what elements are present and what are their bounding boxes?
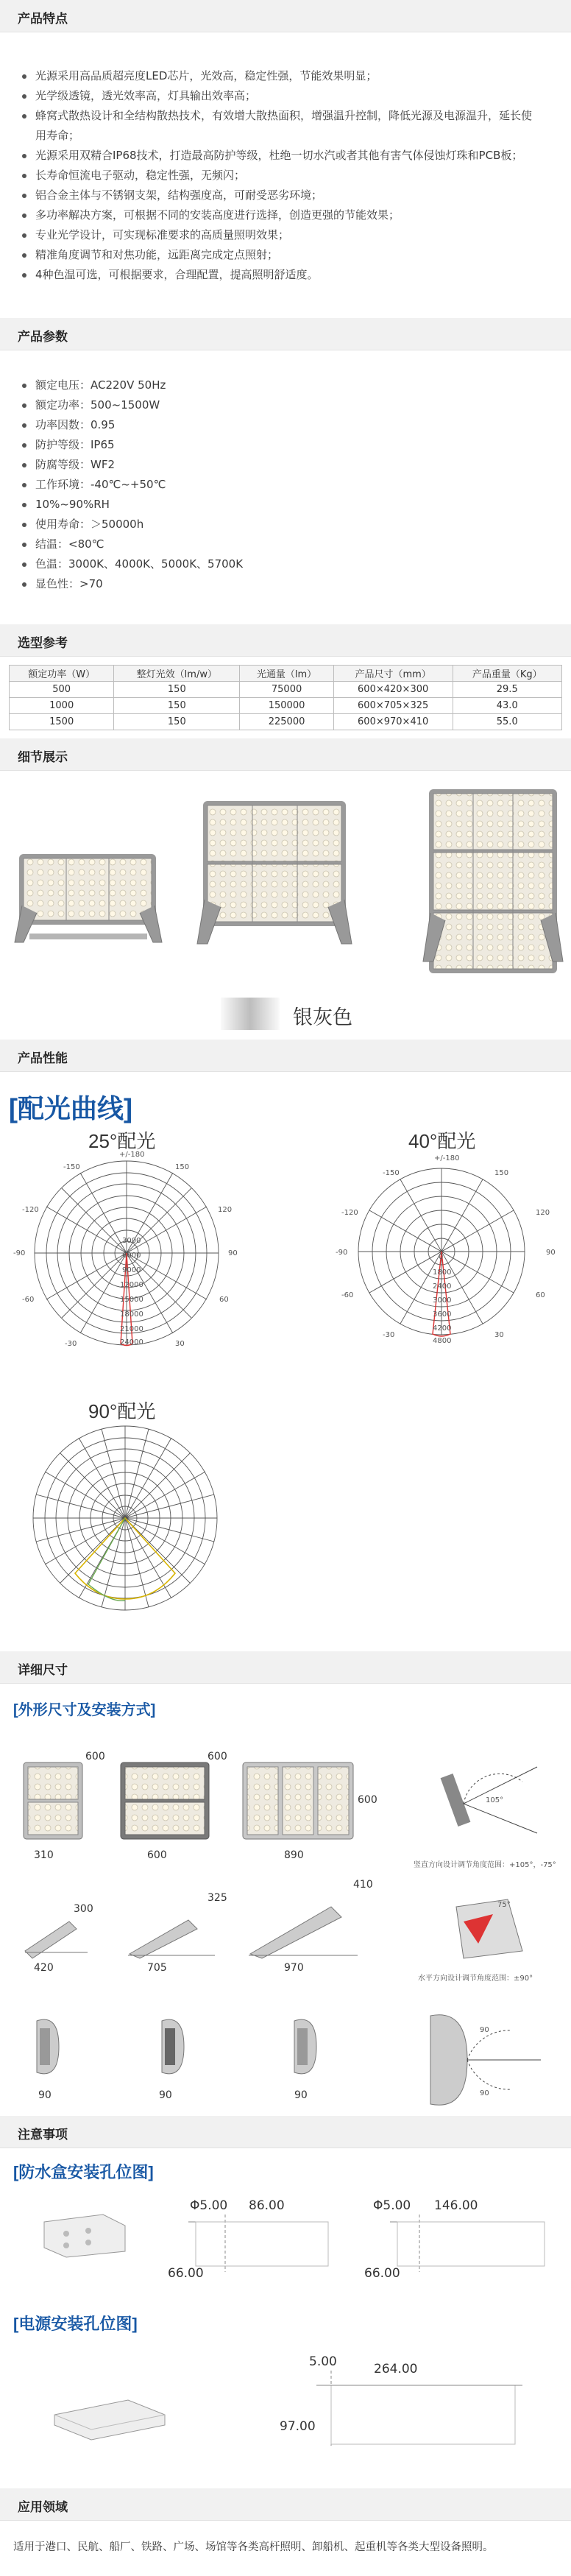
angle-label: -90 [13,1249,26,1257]
photometric-title: [配光曲线] [9,1093,132,1123]
list-item: 4种色温可选，可根据要求，合理配置，提高照明舒适度。 [21,265,532,285]
list-item: 额定电压：AC220V 50Hz [21,375,243,395]
table-cell: 29.5 [453,682,562,698]
section-title: 产品特点 [18,12,68,26]
angle-label: -60 [341,1291,354,1299]
list-item: 额定功率：500~1500W [21,395,243,415]
section-bar-dimensions [0,1651,571,1684]
list-item: 防护等级：IP65 [21,435,243,455]
table-header-row [10,666,562,682]
column-header: 产品重量（Kg） [453,666,562,682]
section-bar-performance [0,1040,571,1072]
table-cell: 500 [10,682,114,698]
angle-label: -150 [383,1169,400,1177]
tick-label: 15000 [120,1296,143,1304]
tick-label: 2400 [433,1282,452,1291]
table-cell: 150 [114,714,240,730]
section-title: 注意事项 [18,2128,68,2142]
dimension-title: [外形尺寸及安装方式] [13,1702,156,1718]
angle-label: 75° [497,1901,511,1909]
tick-label: 3000 [433,1296,452,1305]
table-cell: 600×970×410 [333,714,453,730]
table-cell: 1500 [10,714,114,730]
list-item: 使用寿命：＞50000h [21,515,243,534]
angle-label: 30 [494,1331,504,1339]
dim-label: 264.00 [374,2362,418,2376]
side-view-1000w [122,1910,218,1960]
bracket-view-500w [29,2014,81,2080]
list-item: 铝合金主体与不锈钢支架，结构强度高，可耐受恶劣环境； [21,186,532,205]
dim-label: 600 [208,1751,227,1762]
junction-box-image [37,2207,132,2259]
dim-label: 890 [284,1849,304,1861]
bracket-view-1500w [287,2014,338,2080]
angle-label: 60 [536,1291,545,1299]
table-row [10,714,562,730]
table-cell: 600×420×300 [333,682,453,698]
table-cell: 75000 [240,682,334,698]
horizontal-adjust-diagram [434,1892,545,1966]
list-item: 光源采用双精合IP68技术，打造最高防护等级，杜绝一切水汽或者其他有害气体侵蚀灯珠和PCB板； [21,146,532,166]
dim-label: 90 [38,2089,52,2101]
horizontal-range-note: 水平方向设计调节角度范围：±90° [418,1975,533,1983]
list-item: 光源采用高品质超亮度LED芯片，光效高，稳定性强，节能效果明显； [21,66,532,86]
bracket-view-1000w [155,2014,206,2080]
angle-label: +/-180 [119,1151,145,1159]
feature-list [21,66,532,285]
floodlight-1000w-image [197,797,352,959]
tick-label: 4200 [433,1324,452,1333]
dim-label: 300 [74,1903,93,1915]
tick-label: 6000 [122,1252,141,1260]
section-title: 详细尺寸 [18,1663,68,1677]
dim-label: 146.00 [434,2198,478,2213]
tick-label: 21000 [120,1325,143,1333]
table-cell: 150 [114,698,240,714]
angle-label: 90 [480,2089,489,2097]
power-hole-title: [电源安装孔位图] [13,2315,138,2333]
list-item: 结温：<80℃ [21,534,243,554]
dim-label: 66.00 [364,2266,400,2281]
side-view-1500w [243,1898,361,1960]
angle-label: 120 [218,1206,233,1214]
angle-label: 150 [494,1169,509,1177]
section-title: 应用领域 [18,2500,68,2514]
dim-label: 410 [353,1879,373,1891]
power-hole-drawing [309,2371,530,2452]
column-header: 光通量（lm） [240,666,334,682]
list-item: 功率因数：0.95 [21,415,243,435]
table-cell: 225000 [240,714,334,730]
front-view-500w [22,1761,84,1842]
section-title: 细节展示 [18,750,68,764]
polar-chart-90 [29,1422,221,1614]
column-header: 额定功率（W） [10,666,114,682]
color-label: 银灰色 [293,1006,352,1028]
dim-label: 705 [147,1962,167,1974]
vertical-range-note: 竖直方向设计调节角度范围：+105°，-75° [414,1861,556,1869]
list-item: 长寿命恒流电子驱动，稳定性强，无频闪； [21,166,532,186]
dim-label: 325 [208,1892,227,1904]
table-cell: 600×705×325 [333,698,453,714]
angle-label: 0 [439,1253,444,1261]
list-item: 工作环境：-40℃~+50℃ [21,475,243,495]
tick-label: 12000 [120,1281,143,1289]
dim-label: 970 [284,1962,304,1974]
dim-label: 90 [294,2089,308,2101]
tick-label: 3000 [122,1237,141,1245]
box-hole-drawing-2 [383,2207,552,2273]
list-item: 用寿命； [35,129,80,142]
list-item: 色温：3000K、4000K、5000K、5700K [21,554,243,574]
table-cell: 150 [114,682,240,698]
section-bar-selection [0,624,571,657]
color-swatch-silver [221,998,280,1030]
angle-label: 90 [228,1249,238,1257]
section-bar-applications [0,2488,571,2521]
tick-label: 1800 [433,1268,452,1277]
list-item: 显色性：>70 [21,574,243,594]
front-view-1500w [241,1761,355,1842]
angle-label: 120 [536,1209,550,1217]
beam-40-caption: 40°配光 [408,1130,476,1152]
list-item: 光学级透镜，透光效率高，灯具输出效率高； [21,86,532,106]
list-item: 蜂窝式散热设计和全结构散热技术，有效增大散热面积，增强温升控制，降低光源及电源温升，延长使 [21,106,532,126]
floodlight-500w-image [15,847,162,957]
section-bar-notes [0,2116,571,2148]
dim-label: Φ5.00 [373,2198,411,2213]
table-row [10,698,562,714]
power-supply-image [47,2393,172,2444]
dim-label: 86.00 [249,2198,285,2213]
list-item: 专业光学设计，可实现标准要求的高质量照明效果； [21,225,532,245]
angle-label: 30 [175,1340,185,1348]
dim-label: 310 [34,1849,54,1861]
floodlight-1500w-image [423,788,563,978]
section-bar-features [0,0,571,32]
tick-label: 18000 [120,1310,143,1319]
section-title: 产品性能 [18,1051,68,1065]
list-item: 防腐等级：WF2 [21,455,243,475]
box-hole-title: [防水盒安装孔位图] [13,2163,154,2181]
table-cell: 55.0 [453,714,562,730]
angle-label: 105° [486,1796,504,1804]
beam-25-caption: 25°配光 [88,1130,156,1152]
section-bar-details [0,738,571,771]
section-bar-params [0,318,571,350]
angle-label: 90 [480,2026,489,2034]
dim-label: 97.00 [280,2419,316,2434]
angle-label: -60 [22,1296,35,1304]
angle-label: -30 [383,1331,395,1339]
section-title: 产品参数 [18,330,68,344]
column-header: 产品尺寸（mm） [333,666,453,682]
front-view-1000w [119,1761,210,1842]
dim-label: Φ5.00 [190,2198,228,2213]
angle-label: 90 [546,1249,556,1257]
selection-table [9,665,562,730]
column-header: 整灯光效（lm/w） [114,666,240,682]
angle-label: -90 [336,1249,348,1257]
box-hole-drawing-1 [181,2207,336,2273]
dim-label: 420 [34,1962,54,1974]
dim-label: 5.00 [309,2354,337,2369]
angle-label: -120 [341,1209,358,1217]
angle-label: 150 [175,1163,190,1171]
angle-label: 60 [219,1296,229,1304]
tick-label: 3600 [433,1310,452,1319]
tick-label: 9000 [122,1266,141,1274]
table-cell: 150000 [240,698,334,714]
angle-label: -120 [22,1206,39,1214]
dim-label: 600 [85,1751,105,1762]
list-item: 精准角度调节和对焦功能，远距离完成定点照射； [21,245,532,265]
dim-label: 66.00 [168,2266,204,2281]
table-cell: 43.0 [453,698,562,714]
dim-label: 600 [358,1794,377,1806]
param-list [21,375,243,594]
dim-label: 600 [147,1849,167,1861]
beam-90-caption: 90°配光 [88,1400,156,1422]
applications-text: 适用于港口、民航、船厂、铁路、广场、场馆等各类高杆照明、卸船机、起重机等各类大型设备照明。 [13,2541,494,2553]
angle-label: -30 [65,1340,77,1348]
table-cell: 1000 [10,698,114,714]
list-item: 10%~90%RH [21,495,243,515]
dim-label: 90 [159,2089,172,2101]
tick-label: 24000 [120,1338,143,1347]
angle-label: +/-180 [434,1154,460,1162]
tick-label: 4800 [433,1337,452,1345]
table-row [10,682,562,698]
section-title: 选型参考 [18,636,68,650]
angle-label: -150 [63,1163,80,1171]
list-item: 多功率解决方案，可根据不同的安装高度进行选择，创造更强的节能效果； [21,205,532,225]
